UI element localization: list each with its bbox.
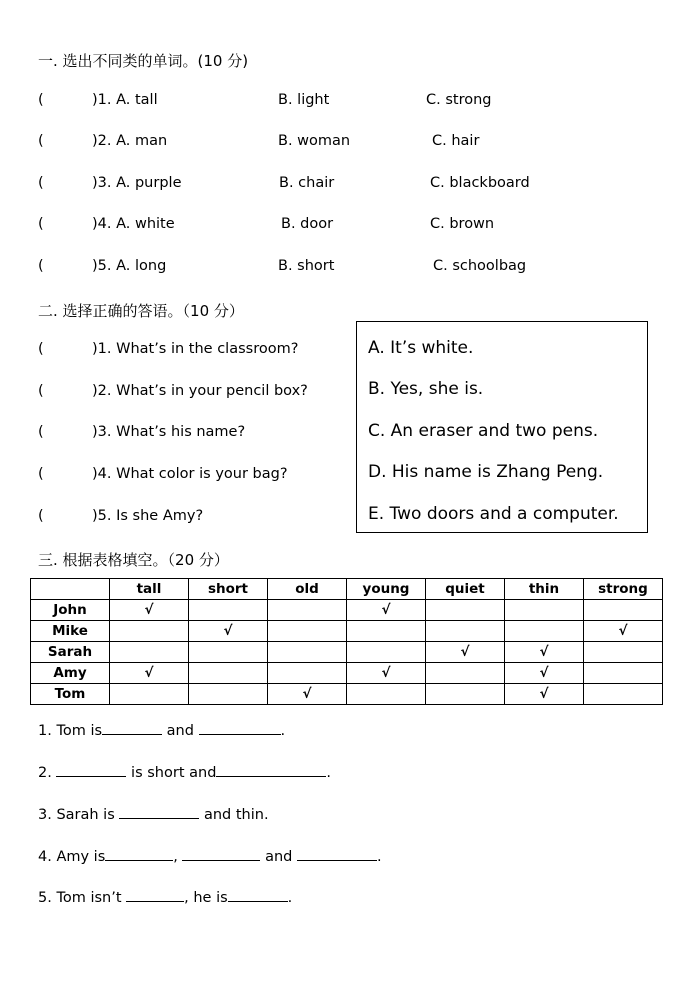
table-cell <box>584 642 663 663</box>
answer-blank[interactable] <box>105 846 173 861</box>
answer-paren: ( <box>38 216 44 232</box>
table-cell: √ <box>426 642 505 663</box>
answer-paren: ( <box>38 383 44 399</box>
fill-sentence-2 <box>38 762 331 781</box>
sentence-text: , <box>173 849 183 865</box>
table-cell <box>584 600 663 621</box>
sentence-text: . <box>280 723 286 739</box>
table-cell: Mike <box>31 621 110 642</box>
table-cell: √ <box>268 684 347 705</box>
sentence-text: is short and <box>126 765 217 781</box>
sentence-text: , he is <box>184 890 228 906</box>
section1-title: 一. 选出不同类的单词。(10 分) <box>38 52 249 70</box>
table-cell <box>347 621 426 642</box>
table-cell <box>584 684 663 705</box>
answer-option: C. An eraser and two pens. <box>368 421 599 441</box>
sentence-text: 4. Amy is <box>38 849 106 865</box>
table-cell <box>268 621 347 642</box>
table-header-row <box>31 579 663 600</box>
table-cell <box>426 621 505 642</box>
table-cell: Tom <box>31 684 110 705</box>
fill-sentence-1 <box>38 720 285 739</box>
table-cell <box>426 600 505 621</box>
table-cell <box>426 684 505 705</box>
question-text: )1. What’s in the classroom? <box>92 341 299 357</box>
table-cell: John <box>31 600 110 621</box>
answer-paren: ( <box>38 341 44 357</box>
table-row <box>31 600 663 621</box>
table-row <box>31 663 663 684</box>
sentence-text: 5. Tom isn’t <box>38 890 127 906</box>
sentence-text: 2. <box>38 765 57 781</box>
answer-option: E. Two doors and a computer. <box>368 504 619 524</box>
table-header-cell: tall <box>110 579 189 600</box>
table-cell <box>110 684 189 705</box>
answer-paren: ( <box>38 133 44 149</box>
sentence-text: 1. Tom is <box>38 723 103 739</box>
option-a: )5. A. long <box>92 258 167 274</box>
table-header-cell: young <box>347 579 426 600</box>
table-cell: √ <box>110 663 189 684</box>
table-row <box>31 684 663 705</box>
trait-table <box>30 578 663 705</box>
answer-blank[interactable] <box>56 762 126 777</box>
option-c: C. brown <box>430 216 495 232</box>
answer-blank[interactable] <box>119 804 199 819</box>
table-header-cell: quiet <box>426 579 505 600</box>
table-header-cell: thin <box>505 579 584 600</box>
option-b: B. woman <box>278 133 351 149</box>
answer-paren: ( <box>38 508 44 524</box>
answer-paren: ( <box>38 92 44 108</box>
section2-title: 二. 选择正确的答语。（10 分） <box>38 302 244 320</box>
answer-blank[interactable] <box>182 846 260 861</box>
option-c: C. schoolbag <box>433 258 527 274</box>
answer-blank[interactable] <box>199 720 281 735</box>
option-b: B. chair <box>279 175 335 191</box>
sentence-text: and <box>162 723 199 739</box>
sentence-text: 3. Sarah is <box>38 807 120 823</box>
answer-paren: ( <box>38 466 44 482</box>
answer-blank[interactable] <box>297 846 377 861</box>
sentence-text: . <box>376 849 382 865</box>
table-cell <box>189 663 268 684</box>
table-cell: Amy <box>31 663 110 684</box>
table-cell <box>189 600 268 621</box>
option-c: C. hair <box>432 133 480 149</box>
table-cell <box>268 663 347 684</box>
table-header-cell <box>31 579 110 600</box>
question-text: )2. What’s in your pencil box? <box>92 383 308 399</box>
question-text: )5. Is she Amy? <box>92 508 204 524</box>
sentence-text: and thin. <box>199 807 269 823</box>
answer-blank[interactable] <box>228 887 288 902</box>
option-c: C. strong <box>426 92 492 108</box>
table-cell <box>347 684 426 705</box>
option-a: )1. A. tall <box>92 92 158 108</box>
fill-sentence-5 <box>38 887 292 906</box>
option-a: )2. A. man <box>92 133 168 149</box>
table-cell <box>268 600 347 621</box>
option-b: B. door <box>281 216 334 232</box>
answer-paren: ( <box>38 258 44 274</box>
table-cell: √ <box>505 684 584 705</box>
answer-paren: ( <box>38 424 44 440</box>
answer-paren: ( <box>38 175 44 191</box>
table-cell: √ <box>505 642 584 663</box>
table-cell: √ <box>584 621 663 642</box>
table-cell <box>110 621 189 642</box>
option-a: )3. A. purple <box>92 175 182 191</box>
table-cell: √ <box>189 621 268 642</box>
fill-sentence-3 <box>38 804 269 823</box>
answer-option: B. Yes, she is. <box>368 379 484 399</box>
table-cell: √ <box>505 663 584 684</box>
answer-blank[interactable] <box>126 887 184 902</box>
question-text: )3. What’s his name? <box>92 424 246 440</box>
table-cell <box>268 642 347 663</box>
question-text: )4. What color is your bag? <box>92 466 288 482</box>
table-row <box>31 621 663 642</box>
answer-blank[interactable] <box>102 720 162 735</box>
option-b: B. light <box>278 92 330 108</box>
sentence-text: and <box>260 849 297 865</box>
fill-sentence-4 <box>38 846 382 865</box>
option-c: C. blackboard <box>430 175 530 191</box>
table-row <box>31 642 663 663</box>
table-cell <box>347 642 426 663</box>
table-cell: √ <box>347 663 426 684</box>
table-cell <box>110 642 189 663</box>
table-cell <box>189 642 268 663</box>
table-cell: √ <box>110 600 189 621</box>
table-cell <box>189 684 268 705</box>
answer-option: A. It’s white. <box>368 338 474 358</box>
table-cell <box>505 600 584 621</box>
answer-option: D. His name is Zhang Peng. <box>368 462 604 482</box>
table-cell <box>505 621 584 642</box>
table-cell <box>584 663 663 684</box>
table-header-cell: short <box>189 579 268 600</box>
table-cell <box>426 663 505 684</box>
table-header-cell: old <box>268 579 347 600</box>
answer-box <box>356 321 648 533</box>
table-cell: √ <box>347 600 426 621</box>
table-header-cell: strong <box>584 579 663 600</box>
sentence-text: . <box>287 890 293 906</box>
sentence-text: . <box>326 765 332 781</box>
section3-title: 三. 根据表格填空。（20 分） <box>38 551 229 569</box>
answer-blank[interactable] <box>216 762 326 777</box>
option-a: )4. A. white <box>92 216 175 232</box>
option-b: B. short <box>278 258 335 274</box>
table-cell: Sarah <box>31 642 110 663</box>
